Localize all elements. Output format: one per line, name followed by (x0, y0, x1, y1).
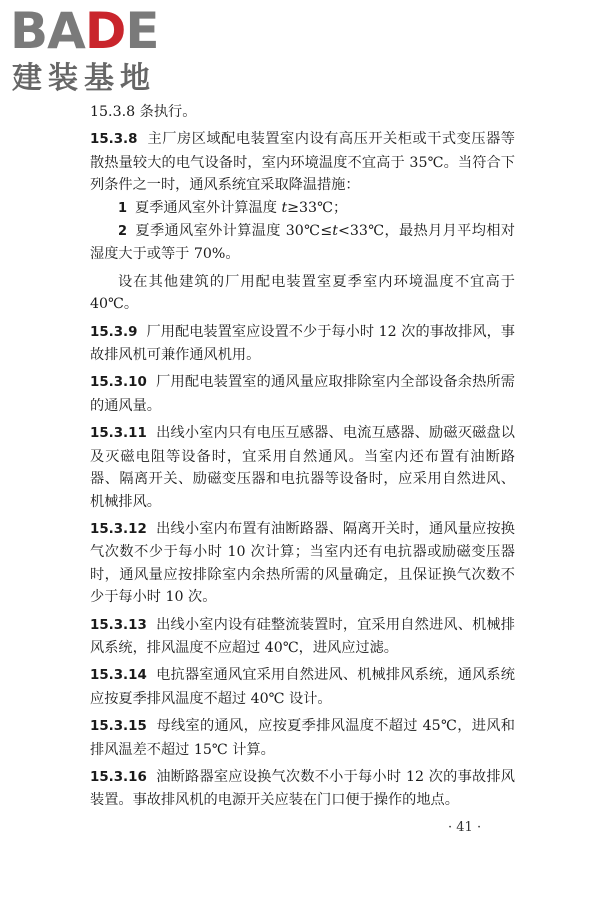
clause-number: 15.3.14 (90, 668, 147, 684)
clause-text: 厂用配电装置室应设置不少于每小时 12 次的事故排风，事故排风机可兼作通风机用。 (90, 323, 515, 364)
item-text-pre: 夏季通风室外计算温度 (135, 199, 282, 216)
clause-15-3-8-paragraph: 设在其他建筑的厂用配电装置室夏季室内环境温度不宜高于 40℃。 (90, 273, 515, 313)
clause-text: 出线小室内设有硅整流装置时，宜采用自然进风、机械排风系统，排风温度不应超过 40℃，进风应过滤。 (90, 616, 515, 656)
logo-subtitle: 建装基地 (12, 61, 156, 96)
clause-number: 15.3.12 (90, 521, 147, 537)
clause-text: 主厂房区域配电装置室内设有高压开关柜或干式变压器等散热量较大的电气设备时，室内环境温度不宜高于 35℃。当符合下列条件之一时，通风系统宜采取降温措施： (90, 131, 515, 194)
item-number: 1 (118, 200, 128, 216)
clause-text: 出线小室内布置有油断路器、隔离开关时，通风量应按换气次数不少于每小时 10 次计算；当室内还有电抗器或励磁变压器时，通风量应按排除室内余热所需的风量确定，且保证换气次数不少于每小时 10 次。 (90, 520, 515, 606)
item-text-pre: 夏季通风室外计算温度 30℃≤ (135, 223, 333, 240)
clause-15-3-11 (90, 422, 515, 513)
item-variable: t (332, 223, 338, 240)
logo-word-first: BA (10, 2, 85, 60)
clause-15-3-9 (90, 321, 515, 367)
logo-word-last: E (125, 2, 159, 60)
clause-15-3-8-item-2 (90, 220, 515, 266)
clause-text: 油断路器室应设换气次数不小于每小时 12 次的事故排风装置。事故排风机的电源开关应装在门口便于操作的地点。 (90, 768, 515, 809)
clause-15-3-15 (90, 715, 515, 761)
item-number: 2 (118, 224, 128, 240)
clause-number: 15.3.13 (90, 617, 147, 633)
clause-text: 电抗器室通风宜采用自然进风、机械排风系统，通风系统应按夏季排风温度不超过 40℃ 设计。 (90, 667, 515, 707)
clause-15-3-12 (90, 518, 515, 609)
clause-text: 母线室的通风，应按夏季排风温度不超过 45℃，进风和排风温差不超过 15℃ 计算。 (90, 718, 515, 758)
clause-number: 15.3.10 (90, 375, 147, 391)
clause-number: 15.3.11 (90, 426, 147, 442)
page-number: · 41 · (448, 820, 482, 835)
clause-15-3-8 (90, 128, 515, 196)
bade-logo (10, 2, 180, 102)
document-body (90, 101, 515, 812)
item-text-post: <33℃，最热月月平均相对湿度大于或等于 70%。 (90, 223, 515, 263)
clause-15-3-16 (90, 766, 515, 812)
clause-text: 厂用配电装置室的通风量应取排除室内全部设备余热所需的通风量。 (90, 374, 515, 414)
clause-number: 15.3.9 (90, 324, 138, 340)
clause-number: 15.3.15 (90, 719, 147, 735)
clause-15-3-14 (90, 664, 515, 710)
clause-15-3-13 (90, 614, 515, 660)
clause-number: 15.3.8 (90, 132, 138, 148)
logo-word-accent: D (84, 2, 126, 60)
clause-15-3-8-item-1 (90, 197, 515, 220)
continuation-line: 15.3.8 条执行。 (90, 104, 197, 120)
item-text-post: ≥33℃； (287, 199, 348, 216)
logo-wordmark (10, 2, 159, 60)
clause-text: 出线小室内只有电压互感器、电流互感器、励磁灭磁盘以及灭磁电阻等设备时，宜采用自然通风。当室内还布置有油断路器、隔离开关、励磁变压器和电抗器等设备时，应采用自然进风、机械排风。 (90, 425, 515, 510)
clause-15-3-10 (90, 371, 515, 417)
item-variable: t (281, 199, 288, 216)
clause-number: 15.3.16 (90, 769, 147, 785)
